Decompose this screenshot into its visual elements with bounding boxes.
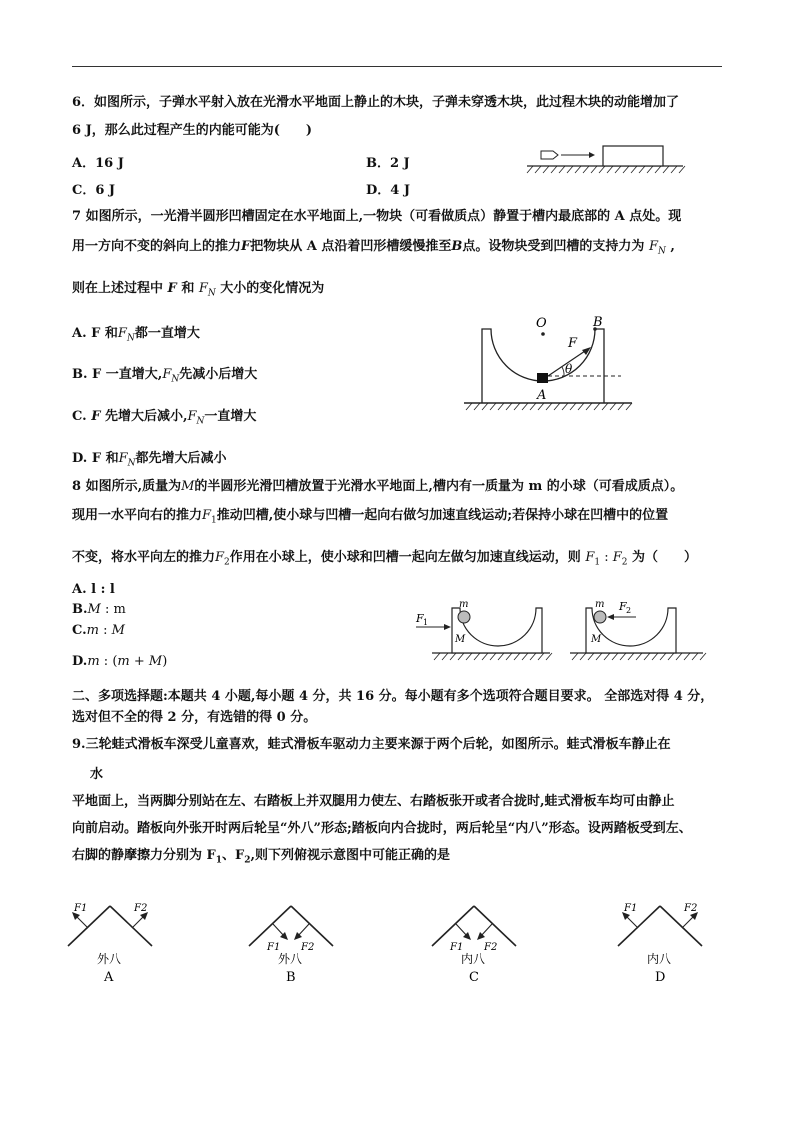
q8-option-d: D.m : (m + M) [72,654,168,669]
q7-line2: 用一方向不变的斜向上的推力F把物块从 A 点沿着凹形槽缓慢推至B点。设物块受到凹槽的支持力为 $F_N$ , [72,239,675,257]
label-f: F [568,336,578,351]
q7-semicircle-groove-figure [458,310,638,414]
svg-text:1: 1 [423,618,429,627]
svg-text:F2: F2 [484,942,498,953]
label-b: B [593,315,603,330]
svg-text:D: D [655,970,666,985]
svg-text:B: B [286,970,296,985]
q7-option-c: C. F 先增大后减小$,F_N$一直增大 [72,409,257,427]
section2-line1: 二、多项选择题:本题共 4 小题,每小题 4 分，共 16 分。每小题有多个选项符合题目要求。 全部选对得 4 分， [72,689,714,704]
svg-text:M: M [455,634,466,645]
svg-text:F1: F1 [74,903,88,914]
q6-line1: 6．如图所示，子弹水平射入放在光滑水平地面上静止的木块，子弹未穿透木块，此过程木块的动能增加了 [72,95,680,110]
svg-text:外八: 外八 [97,952,122,966]
label-o: O [536,316,547,331]
q9-line3: 平地面上，当两脚分别站在左、右踏板上并双腿用力使左、右踏板张开或者合拢时,蛙式滑板车均可由静止 [72,794,675,809]
svg-text:外八: 外八 [278,952,303,966]
svg-text:内八: 内八 [647,952,672,966]
q9-line1: 9.三轮蛙式滑板车深受儿童喜欢，蛙式滑板车驱动力主要来源于两个后轮，如图所示。蛙式滑板车静止在 [72,737,671,752]
q7-option-a: A. F 和$F_N$都一直增大 [72,326,200,344]
q9-line5: 右脚的静摩擦力分别为 $F_1$、$F_2$,则下列俯视示意图中可能正确的是 [72,848,451,866]
wood-block [603,146,663,166]
svg-text:F1: F1 [624,903,638,914]
q8-line2: 现用一水平向右的推力$F_1$推动凹槽,使小球与凹槽一起向右做匀加速直线运动;若保持小球在凹槽中的位置 [72,508,669,526]
q9-line4: 向前启动。踏板向外张开时两后轮呈“外八”形态;踏板向内合拢时，两后轮呈“内八”形态。设两踏板受到左、 [72,821,692,836]
svg-text:2: 2 [626,606,632,615]
q6-line2: 6 J，那么此过程产生的内能可能为( ) [72,123,313,138]
bullet-shape [541,151,558,159]
ball-left [458,611,470,623]
q8-line3: 不变，将水平向左的推力$F_2$作用在小球上，使小球和凹槽一起向左做匀加速直线运动，则 $F_1$ : $F_2$ 为（ ） [72,550,698,568]
q9-figure-c [428,900,528,990]
q8-option-c: C.m : M [72,623,125,638]
q7-option-d: D. F 和$F_N$都先增大后减小 [72,451,227,469]
center-o-dot [541,332,545,336]
q7-line3: 则在上述过程中 F 和 $F_N$ 大小的变化情况为 [72,281,325,299]
q6-option-a: A．16 J [72,156,124,171]
svg-text:F1: F1 [450,942,464,953]
q8-figure-f1 [410,596,555,662]
svg-text:C: C [469,970,479,985]
svg-text:m: m [595,599,605,610]
svg-text:F2: F2 [134,903,148,914]
header-rule [72,66,722,67]
ball-right [594,611,606,623]
q6-option-b: B．2 J [366,156,410,171]
q9-figure-d [614,900,714,990]
svg-text:F2: F2 [684,903,698,914]
q8-option-b: B.M : m [72,602,126,617]
block-at-a [537,373,548,383]
q8-option-a: A. l : l [72,582,115,597]
svg-text:F: F [416,612,424,625]
svg-text:内八: 内八 [461,952,486,966]
q9-figure-a [64,900,164,990]
q9-line2: 水 [90,767,104,782]
q8-figure-f2 [568,596,708,662]
q7-option-b: B. F 一直增大$,F_N$先减小后增大 [72,367,258,385]
svg-text:m: m [459,599,469,610]
svg-text:F1: F1 [267,942,281,953]
q8-line1: 8 如图所示,质量为M的半圆形光滑凹槽放置于光滑水平地面上,槽内有一质量为 m 的小球（可看成质点）。 [72,479,684,494]
q9-figure-b [245,900,345,990]
section2-line2: 选对但不全的得 2 分，有选错的得 0 分。 [72,710,317,725]
svg-text:A: A [104,970,114,985]
q6-option-c: C．6 J [72,183,116,198]
q6-bullet-block-figure [525,140,685,178]
svg-text:M: M [591,634,602,645]
label-theta: θ [565,362,573,376]
svg-text:F: F [619,600,627,613]
q6-option-d: D．4 J [366,183,410,198]
svg-text:F2: F2 [301,942,315,953]
q7-line1: 7 如图所示，一光滑半圆形凹槽固定在水平地面上,一物块（可看做质点）静置于槽内最底部的 A 点处。现 [72,209,682,224]
label-a: A [537,388,547,403]
